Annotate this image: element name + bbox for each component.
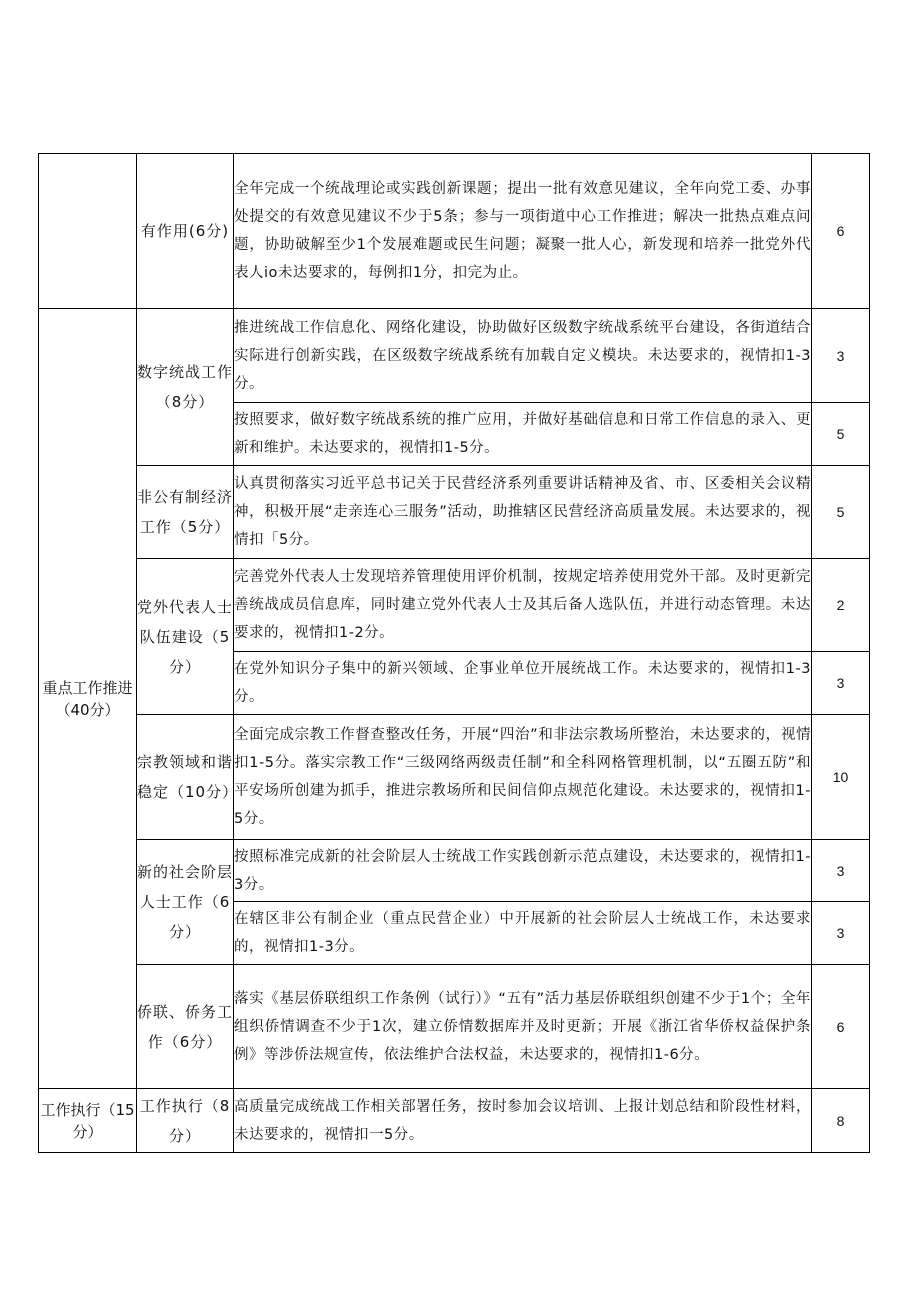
subcategory-cell: 工作执行（8分） [137,1089,234,1153]
score-cell: 3 [812,840,870,902]
table-row [39,965,870,1089]
subcategory-cell: 有作用(6分) [137,154,234,309]
subcategory-cell: 侨联、侨务工作（6分） [137,965,234,1089]
score-cell: 5 [812,466,870,559]
criteria-cell: 在辖区非公有制企业（重点民营企业）中开展新的社会阶层人士统战工作，未达要求的，视情扣1-3分。 [234,902,812,965]
score-cell: 6 [812,154,870,309]
criteria-cell: 高质量完成统战工作相关部署任务，按时参加会议培训、上报计划总结和阶段性材料，未达要求的，视情扣一5分。 [234,1089,812,1153]
criteria-cell: 按照要求，做好数字统战系统的推广应用，并做好基础信息和日常工作信息的录入、更新和维护。未达要求的，视情扣1-5分。 [234,403,812,466]
criteria-cell: 按照标准完成新的社会阶层人士统战工作实践创新示范点建设，未达要求的，视情扣1-3分。 [234,840,812,902]
table-row [39,559,870,652]
score-cell: 6 [812,965,870,1089]
score-cell: 8 [812,1089,870,1153]
subcategory-cell: 新的社会阶层人士工作（6分） [137,840,234,965]
score-cell: 10 [812,715,870,840]
criteria-cell: 在党外知识分子集中的新兴领域、企事业单位开展统战工作。未达要求的，视情扣1-3分。 [234,652,812,715]
category-cell: 重点工作推进（40分） [39,309,137,1089]
criteria-cell: 推进统战工作信息化、网络化建设，协助做好区级数字统战系统平台建设，各街道结合实际进行创新实践，在区级数字统战系统有加载自定义模块。未达要求的，视情扣1-3分。 [234,309,812,403]
criteria-cell: 落实《基层侨联组织工作条例（试行）》“五有”活力基层侨联组织创建不少于1个；全年组织侨情调查不少于1次，建立侨情数据库并及时更新；开展《浙江省华侨权益保护条例》等涉侨法规宣传，依法维护合法权益，未达要求的，视情扣1-6分。 [234,965,812,1089]
criteria-cell: 全年完成一个统战理论或实践创新课题；提出一批有效意见建议，全年向党工委、办事处提交的有效意见建议不少于5条；参与一项街道中心工作推进；解决一批热点难点问题，协助破解至少1个发展难题或民生问题；凝聚一批人心，新发现和培养一批党外代表人io未达要求的，每例扣1分，扣完为止。 [234,154,812,309]
table-row [39,1089,870,1153]
criteria-cell: 认真贯彻落实习近平总书记关于民营经济系列重要讲话精神及省、市、区委相关会议精神，积极开展“走亲连心三服务”活动，助推辖区民营经济高质量发展。未达要求的，视情扣「5分。 [234,466,812,559]
score-cell: 3 [812,309,870,403]
category-cell [39,154,137,309]
subcategory-cell: 党外代表人士队伍建设（5分） [137,559,234,715]
category-cell: 工作执行（15分） [39,1089,137,1153]
score-cell: 3 [812,902,870,965]
table-row [39,715,870,840]
criteria-cell: 完善党外代表人士发现培养管理使用评价机制，按规定培养使用党外干部。及时更新完善统战成员信息库，同时建立党外代表人士及其后备人选队伍，并进行动态管理。未达要求的，视情扣1-2分。 [234,559,812,652]
score-cell: 2 [812,559,870,652]
score-cell: 5 [812,403,870,466]
table-row [39,466,870,559]
criteria-cell: 全面完成宗教工作督查整改任务，开展“四治”和非法宗教场所整治，未达要求的，视情扣1-5分。落实宗教工作“三级网络两级责任制”和全科网格管理机制，以“五圈五防”和平安场所创建为抓手，推进宗教场所和民间信仰点规范化建设。未达要求的，视情扣1-5分。 [234,715,812,840]
subcategory-cell: 数字统战工作（8分） [137,309,234,466]
table-row [39,309,870,403]
score-cell: 3 [812,652,870,715]
table-row [39,840,870,902]
table-row [39,154,870,309]
subcategory-cell: 非公有制经济工作（5分） [137,466,234,559]
assessment-table [38,153,870,1153]
subcategory-cell: 宗教领域和谐稳定（10分） [137,715,234,840]
